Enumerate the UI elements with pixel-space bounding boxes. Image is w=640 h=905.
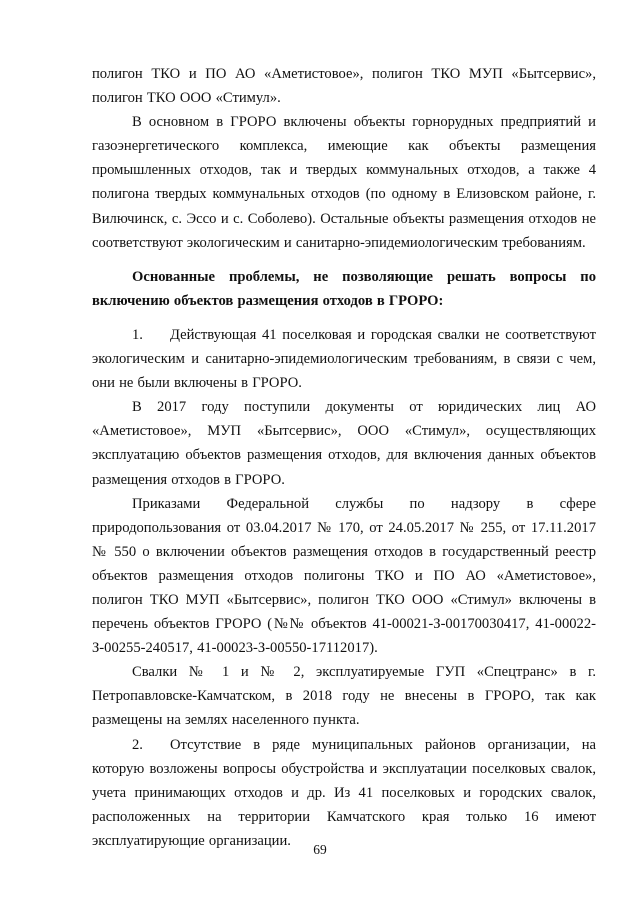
section-heading-problems: Основанные проблемы, не позволяющие решать вопросы по включению объектов размещения отходов в ГРОРО: bbox=[92, 268, 596, 309]
paragraph-grоro-overview: В основном в ГРОРО включены объекты горнорудных предприятий и газоэнергетического комплекса, имеющие как объекты размещения промышленных отходов, так и твердых коммунальных отходов, а также 4 полигона твердых коммунальных отходов (по одному в Елизовском районе, г. Вилючинск, с. Эссо и с. Соболево). Остальные объекты размещения отходов не соответствуют экологическим и санитарно-эпидемиологическим требованиям. bbox=[92, 114, 596, 251]
paragraph-documents-2017: В 2017 году поступили документы от юридических лиц АО «Аметистовое», МУП «Бытсервис», ООО «Стимул», осуществляющих эксплуатацию объектов размещения отходов, для включения данных объектов размещения отходов в ГРОРО. bbox=[92, 399, 596, 488]
paragraph-orders: Приказами Федеральной службы по надзору в сфере природопользования от 03.04.2017 № 170, от 24.05.2017 № 255, от 17.11.2017 № 550 о включении объектов размещения отходов в государственный реестр объектов размещения отходов полигоны ТКО и ПО АО «Аметистовое», полигон ТКО МУП «Бытсервис», полигон ТКО ООО «Стимул» включены в перечень объектов ГРОРО (№№ объектов 41-00021-З-00170030417, 41-00022-З-00255-240517, 41-00023-З-00550-17112017). bbox=[92, 495, 596, 657]
paragraph-dumps-spectrans: Свалки № 1 и № 2, эксплуатируемые ГУП «Спецтранс» в г. Петропавловске-Камчатском, в 2018 году не внесены в ГРОРО, так как размещены на землях населенного пункта. bbox=[92, 664, 596, 729]
numbered-item-2-text: Отсутствие в ряде муниципальных районов организации, на которую возложены вопросы обустройства и эксплуатации поселковых свалок, учета принимающих отходов и др. Из 41 поселковых и городских свалок, расположенных на территории Камчатского края только 16 имеют эксплуатирующие организации. bbox=[92, 736, 596, 849]
paragraph-continuation: полигон ТКО и ПО АО «Аметистовое», полигон ТКО МУП «Бытсервис», полигон ТКО ООО «Стимул». bbox=[92, 66, 596, 107]
numbered-item-2 bbox=[92, 733, 596, 853]
numbered-item-1-text: Действующая 41 поселковая и городская свалки не соответствуют экологическим и санитарно-эпидемиологическим требованиям, в связи с чем, они не были включены в ГРОРО. bbox=[92, 326, 596, 392]
list-number-1: 1. bbox=[132, 326, 143, 343]
numbered-item-1 bbox=[92, 323, 596, 395]
page-number: 69 bbox=[313, 842, 327, 857]
document-body bbox=[92, 62, 596, 853]
list-number-2: 2. bbox=[132, 736, 143, 753]
